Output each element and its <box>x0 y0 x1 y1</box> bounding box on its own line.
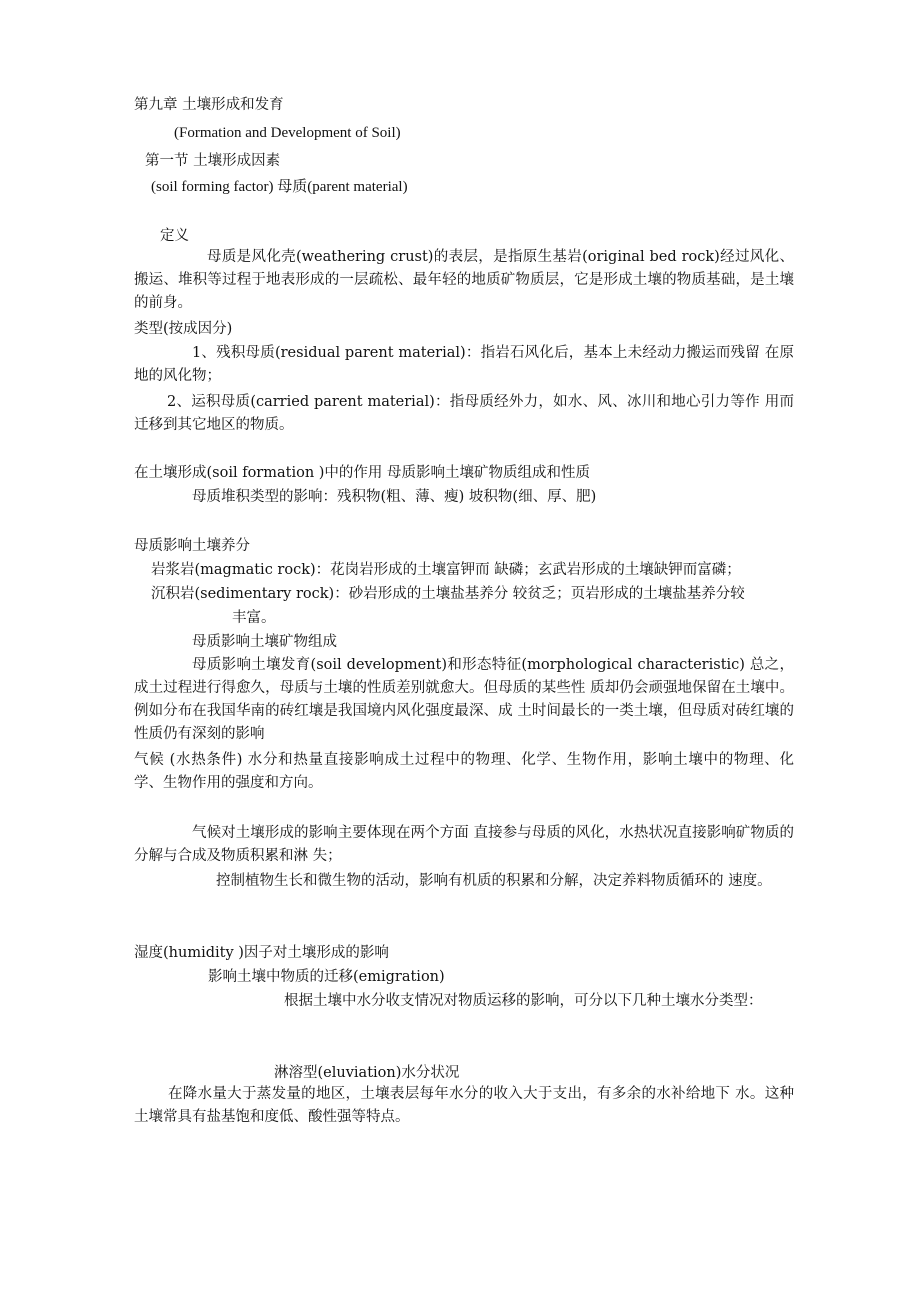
eluviation-paragraph: 在降水量大于蒸发量的地区，土壤表层每年水分的收入大于支出，有多余的水补给地下 水。这种土壤常具有盐基饱和度低、酸性强等特点。 <box>134 1086 794 1125</box>
eluviation-heading: 淋溶型(eluviation)水分状况 <box>274 1065 460 1081</box>
role-heading: 在土壤形成(soil formation )中的作用 母质影响土壤矿物质组成和性质 <box>134 465 591 481</box>
types-heading: 类型(按成因分) <box>134 321 233 337</box>
chapter-title: 第九章 土壤形成和发育 <box>134 97 284 113</box>
chapter-subtitle: (Formation and Development of Soil) <box>174 125 401 141</box>
humidity-heading: 湿度(humidity )因子对土壤形成的影响 <box>134 945 389 961</box>
sedimentary-rock-continuation: 丰富。 <box>232 610 276 626</box>
type-carried-paragraph: 2、运积母质(carried parent material)：指母质经外力，如水、风、冰川和地心引力等作 用而迁移到其它地区的物质。 <box>134 394 794 433</box>
sedimentary-rock-line: 沉积岩(sedimentary rock)：砂岩形成的土壤盐基养分 较贫乏；页岩形成的土壤盐基养分较 <box>151 586 745 602</box>
definition-paragraph: 母质是风化壳(weathering crust)的表层，是指原生基岩(original bed rock)经过风化、搬运、堆积等过程于地表形成的一层疏松、最年轻的地质矿物质层，它是形成土壤的物质基础，是土壤的前身。 <box>134 249 794 311</box>
mineral-heading: 母质影响土壤矿物组成 <box>192 634 337 650</box>
magmatic-rock-line: 岩浆岩(magmatic rock)：花岗岩形成的土壤富钾而 缺磷；玄武岩形成的土壤缺钾而富磷； <box>151 562 741 578</box>
nutrient-heading: 母质影响土壤养分 <box>134 538 250 554</box>
climate-paragraph: 气候 (水热条件) 水分和热量直接影响成土过程中的物理、化学、生物作用，影响土壤中的物理、化 学、生物作用的强度和方向。 <box>134 752 794 791</box>
type-residual-paragraph: 1、残积母质(residual parent material)：指岩石风化后，基本上未经动力搬运而残留 在原地的风化物； <box>134 345 794 384</box>
definition-heading: 定义 <box>160 228 189 244</box>
climate-influence-paragraph: 气候对土壤形成的影响主要体现在两个方面 直接参与母质的风化，水热状况直接影响矿物质的分解与合成及物质积累和淋 失； <box>134 825 794 864</box>
migration-heading: 影响土壤中物质的迁移(emigration) <box>208 969 445 985</box>
deposit-influence: 母质堆积类型的影响：残积物(粗、薄、瘦) 坡积物(细、厚、肥) <box>192 489 597 505</box>
water-types-paragraph: 根据土壤中水分收支情况对物质运移的影响，可分以下几种土壤水分类型： <box>284 993 763 1009</box>
climate-control-paragraph: 控制植物生长和微生物的活动，影响有机质的积累和分解，决定养料物质循环的 速度。 <box>216 873 772 889</box>
section-subtitle: (soil forming factor) 母质(parent material) <box>151 179 408 195</box>
section-title: 第一节 土壤形成因素 <box>145 153 281 169</box>
development-paragraph: 母质影响土壤发育(soil development)和形态特征(morphological characteristic) 总之，成土过程进行得愈久，母质与土壤的性质差别就愈大。但母质的某些性 质却仍会顽强地保留在土壤中。例如分布在我国华南的砖红壤是我国境内风化强度最深、成 土时间最长的一类土壤，但母质对砖红壤的性质仍有深刻的影响 <box>134 657 794 742</box>
